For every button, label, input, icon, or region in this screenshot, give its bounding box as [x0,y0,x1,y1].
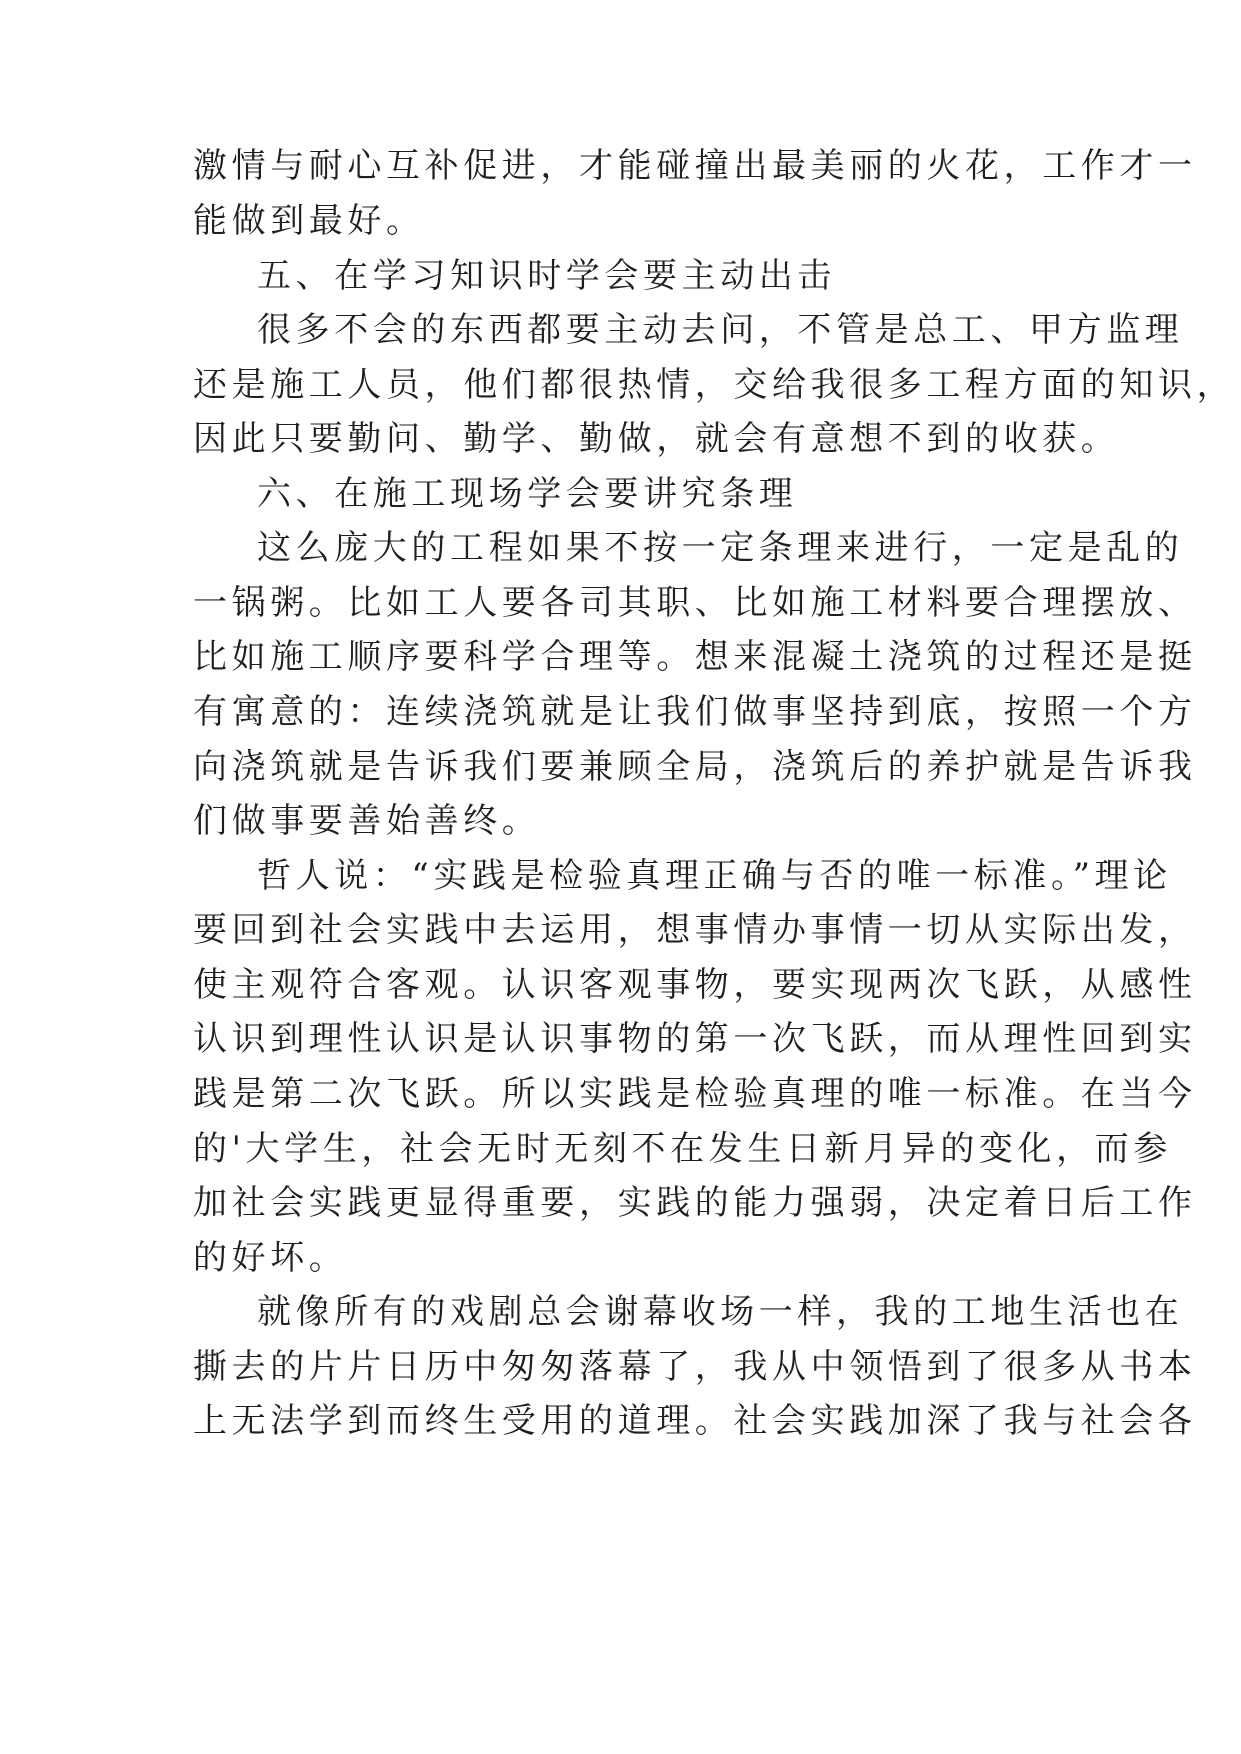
text-line: 就像所有的戏剧总会谢幕收场一样，我的工地生活也在 [257,1292,1184,1332]
text-line: 践是第二次飞跃。所以实践是检验真理的唯一标准。在当今 [193,1074,1197,1114]
text-line: 要回到社会实践中去运用，想事情办事情一切从实际出发， [193,910,1197,950]
text-line: 使主观符合客观。认识客观事物，要实现两次飞跃，从感性 [193,965,1197,1005]
text-line: 哲人说：“实践是检验真理正确与否的唯一标准。”理论 [257,856,1172,896]
text-line: 激情与耐心互补促进，才能碰撞出最美丽的火花，工作才一 [193,146,1197,186]
text-line: 向浇筑就是告诉我们要兼顾全局，浇筑后的养护就是告诉我 [193,747,1197,787]
text-line: 的'大学生，社会无时无刻不在发生日新月异的变化，而参 [193,1129,1172,1169]
text-line: 认识到理性认识是认识事物的第一次飞跃，而从理性回到实 [193,1019,1197,1059]
text-line: 加社会实践更显得重要，实践的能力强弱，决定着日后工作 [193,1183,1197,1223]
text-line: 一锅粥。比如工人要各司其职、比如施工材料要合理摆放、 [193,583,1197,623]
text-line: 的好坏。 [193,1238,348,1278]
text-line: 因此只要勤问、勤学、勤做，就会有意想不到的收获。 [193,419,1120,459]
text-line: 撕去的片片日历中匆匆落幕了，我从中领悟到了很多从书本 [193,1347,1197,1387]
text-line: 比如施工顺序要科学合理等。想来混凝土浇筑的过程还是挺 [193,637,1197,677]
text-line: 还是施工人员，他们都很热情，交给我很多工程方面的知识， [193,365,1236,405]
text-line: 这么庞大的工程如果不按一定条理来进行，一定是乱的 [257,528,1184,568]
text-line: 很多不会的东西都要主动去问，不管是总工、甲方监理 [257,310,1184,350]
text-line: 上无法学到而终生受用的道理。社会实践加深了我与社会各 [193,1401,1197,1441]
section-heading: 五、在学习知识时学会要主动出击 [257,256,836,296]
text-line: 有寓意的：连续浇筑就是让我们做事坚持到底，按照一个方 [193,692,1197,732]
text-line: 们做事要善始善终。 [193,801,541,841]
text-line: 能做到最好。 [193,201,425,241]
section-heading: 六、在施工现场学会要讲究条理 [257,474,798,514]
